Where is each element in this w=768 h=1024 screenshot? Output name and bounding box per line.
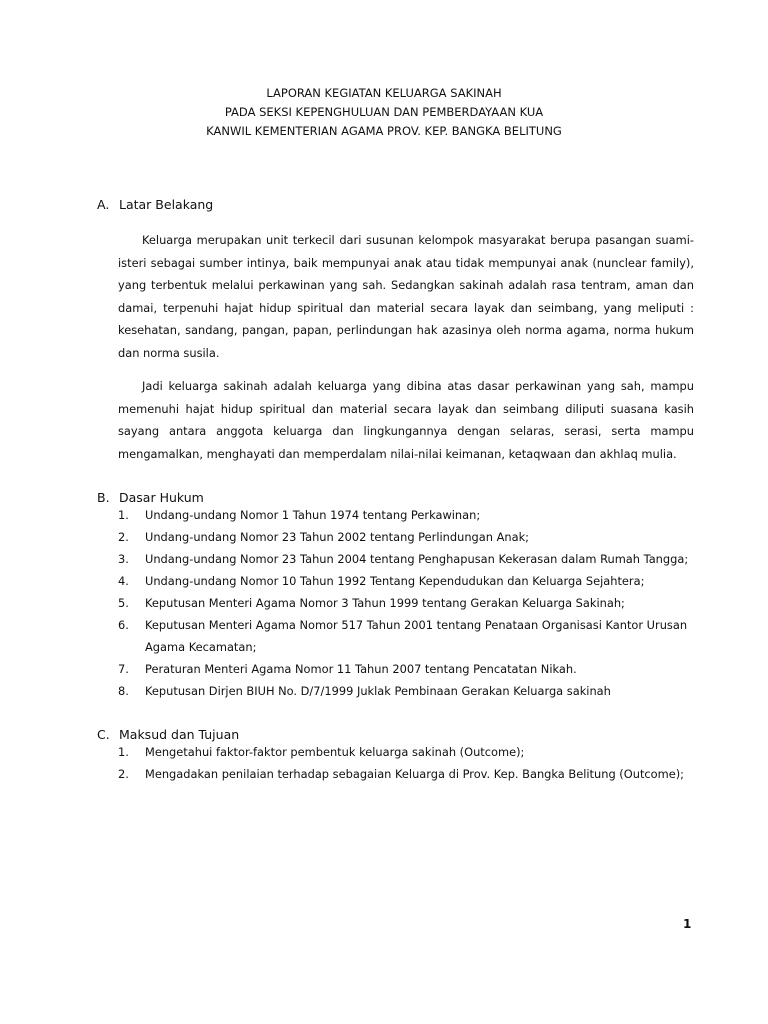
latar-belakang-paragraph-2: Jadi keluarga sakinah adalah keluarga yang dibina atas dasar perkawinan yang sah, mampu memenuhi hajat hidup spiritual dan material secara layak dan seimbang diliputi suasana kasih sayang antara anggota keluarga dan lingkungannya dengan selaras, serasi, serta mampu mengamalkan, menghayati dan memperdalam nilai-nilai keimanan, ketaqwaan dan akhlaq mulia. — [118, 379, 694, 461]
dasar-hukum-list — [118, 504, 694, 702]
latar-belakang-paragraph-1: Keluarga merupakan unit terkecil dari susunan kelompok masyarakat berupa pasangan suami-isteri sebagai sumber intinya, baik mempunyai anak atau tidak mempunyai anak (nunclear family), yang terbentuk melalui perkawinan yang sah. Sedangkan sakinah adalah rasa tentram, aman dan damai, terpenuhi hajat hidup spiritual dan material secara layak dan seimbang, yang meliputi : kesehatan, sandang, pangan, papan, perlindungan hak azasinya oleh norma agama, norma hukum dan norma susila. — [118, 233, 694, 360]
list-item-text: Keputusan Menteri Agama Nomor 517 Tahun 2001 tentang Penataan Organisasi Kantor Urusan Agama Kecamatan; — [145, 618, 688, 654]
list-item-number: 1. — [118, 508, 129, 522]
list-item-text: Keputusan Dirjen BIUH No. D/7/1999 Juklak Pembinaan Gerakan Keluarga sakinah — [145, 684, 611, 698]
list-item-number: 3. — [118, 552, 129, 566]
list-item-text: Undang-undang Nomor 1 Tahun 1974 tentang Perkawinan; — [145, 508, 481, 522]
list-item-number: 7. — [118, 662, 129, 676]
list-item — [118, 570, 694, 592]
list-item — [118, 592, 694, 614]
list-item-number: 2. — [118, 767, 129, 781]
list-item — [118, 614, 694, 658]
section-c-letter: C. — [97, 727, 110, 742]
section-a-title: Latar Belakang — [119, 197, 214, 212]
list-item-text: Undang-undang Nomor 10 Tahun 1992 Tentang Kependudukan dan Keluarga Sejahtera; — [145, 574, 645, 588]
list-item-number: 6. — [118, 618, 129, 632]
section-b-title: Dasar Hukum — [119, 490, 204, 505]
section-a-heading — [97, 196, 213, 214]
section-a-letter: A. — [97, 197, 110, 212]
list-item-text: Keputusan Menteri Agama Nomor 3 Tahun 1999 tentang Gerakan Keluarga Sakinah; — [145, 596, 625, 610]
list-item-text: Mengadakan penilaian terhadap sebagaian Keluarga di Prov. Kep. Bangka Belitung (Outcome); — [145, 767, 685, 781]
title-line-3: KANWIL KEMENTERIAN AGAMA PROV. KEP. BANGKA BELITUNG — [206, 124, 562, 138]
page-number: 1 — [683, 917, 692, 931]
title-line-1: LAPORAN KEGIATAN KELUARGA SAKINAH — [266, 86, 502, 100]
maksud-tujuan-list — [118, 741, 694, 785]
list-item — [118, 658, 694, 680]
list-item-number: 5. — [118, 596, 129, 610]
list-item-text: Undang-undang Nomor 23 Tahun 2002 tentang Perlindungan Anak; — [145, 530, 530, 544]
list-item-text: Mengetahui faktor-faktor pembentuk keluarga sakinah (Outcome); — [145, 745, 525, 759]
section-b-letter: B. — [97, 490, 110, 505]
list-item-number: 1. — [118, 745, 129, 759]
list-item — [118, 741, 694, 763]
list-item-number: 2. — [118, 530, 129, 544]
document-title — [0, 84, 768, 141]
list-item — [118, 548, 694, 570]
list-item-number: 8. — [118, 684, 129, 698]
list-item — [118, 763, 694, 785]
list-item-text: Peraturan Menteri Agama Nomor 11 Tahun 2007 tentang Pencatatan Nikah. — [145, 662, 577, 676]
list-item — [118, 680, 694, 702]
list-item — [118, 526, 694, 548]
section-c-title: Maksud dan Tujuan — [119, 727, 240, 742]
list-item-text: Undang-undang Nomor 23 Tahun 2004 tentang Penghapusan Kekerasan dalam Rumah Tangga; — [145, 552, 689, 566]
title-line-2: PADA SEKSI KEPENGHULUAN DAN PEMBERDAYAAN KUA — [224, 105, 544, 119]
list-item — [118, 504, 694, 526]
list-item-number: 4. — [118, 574, 129, 588]
